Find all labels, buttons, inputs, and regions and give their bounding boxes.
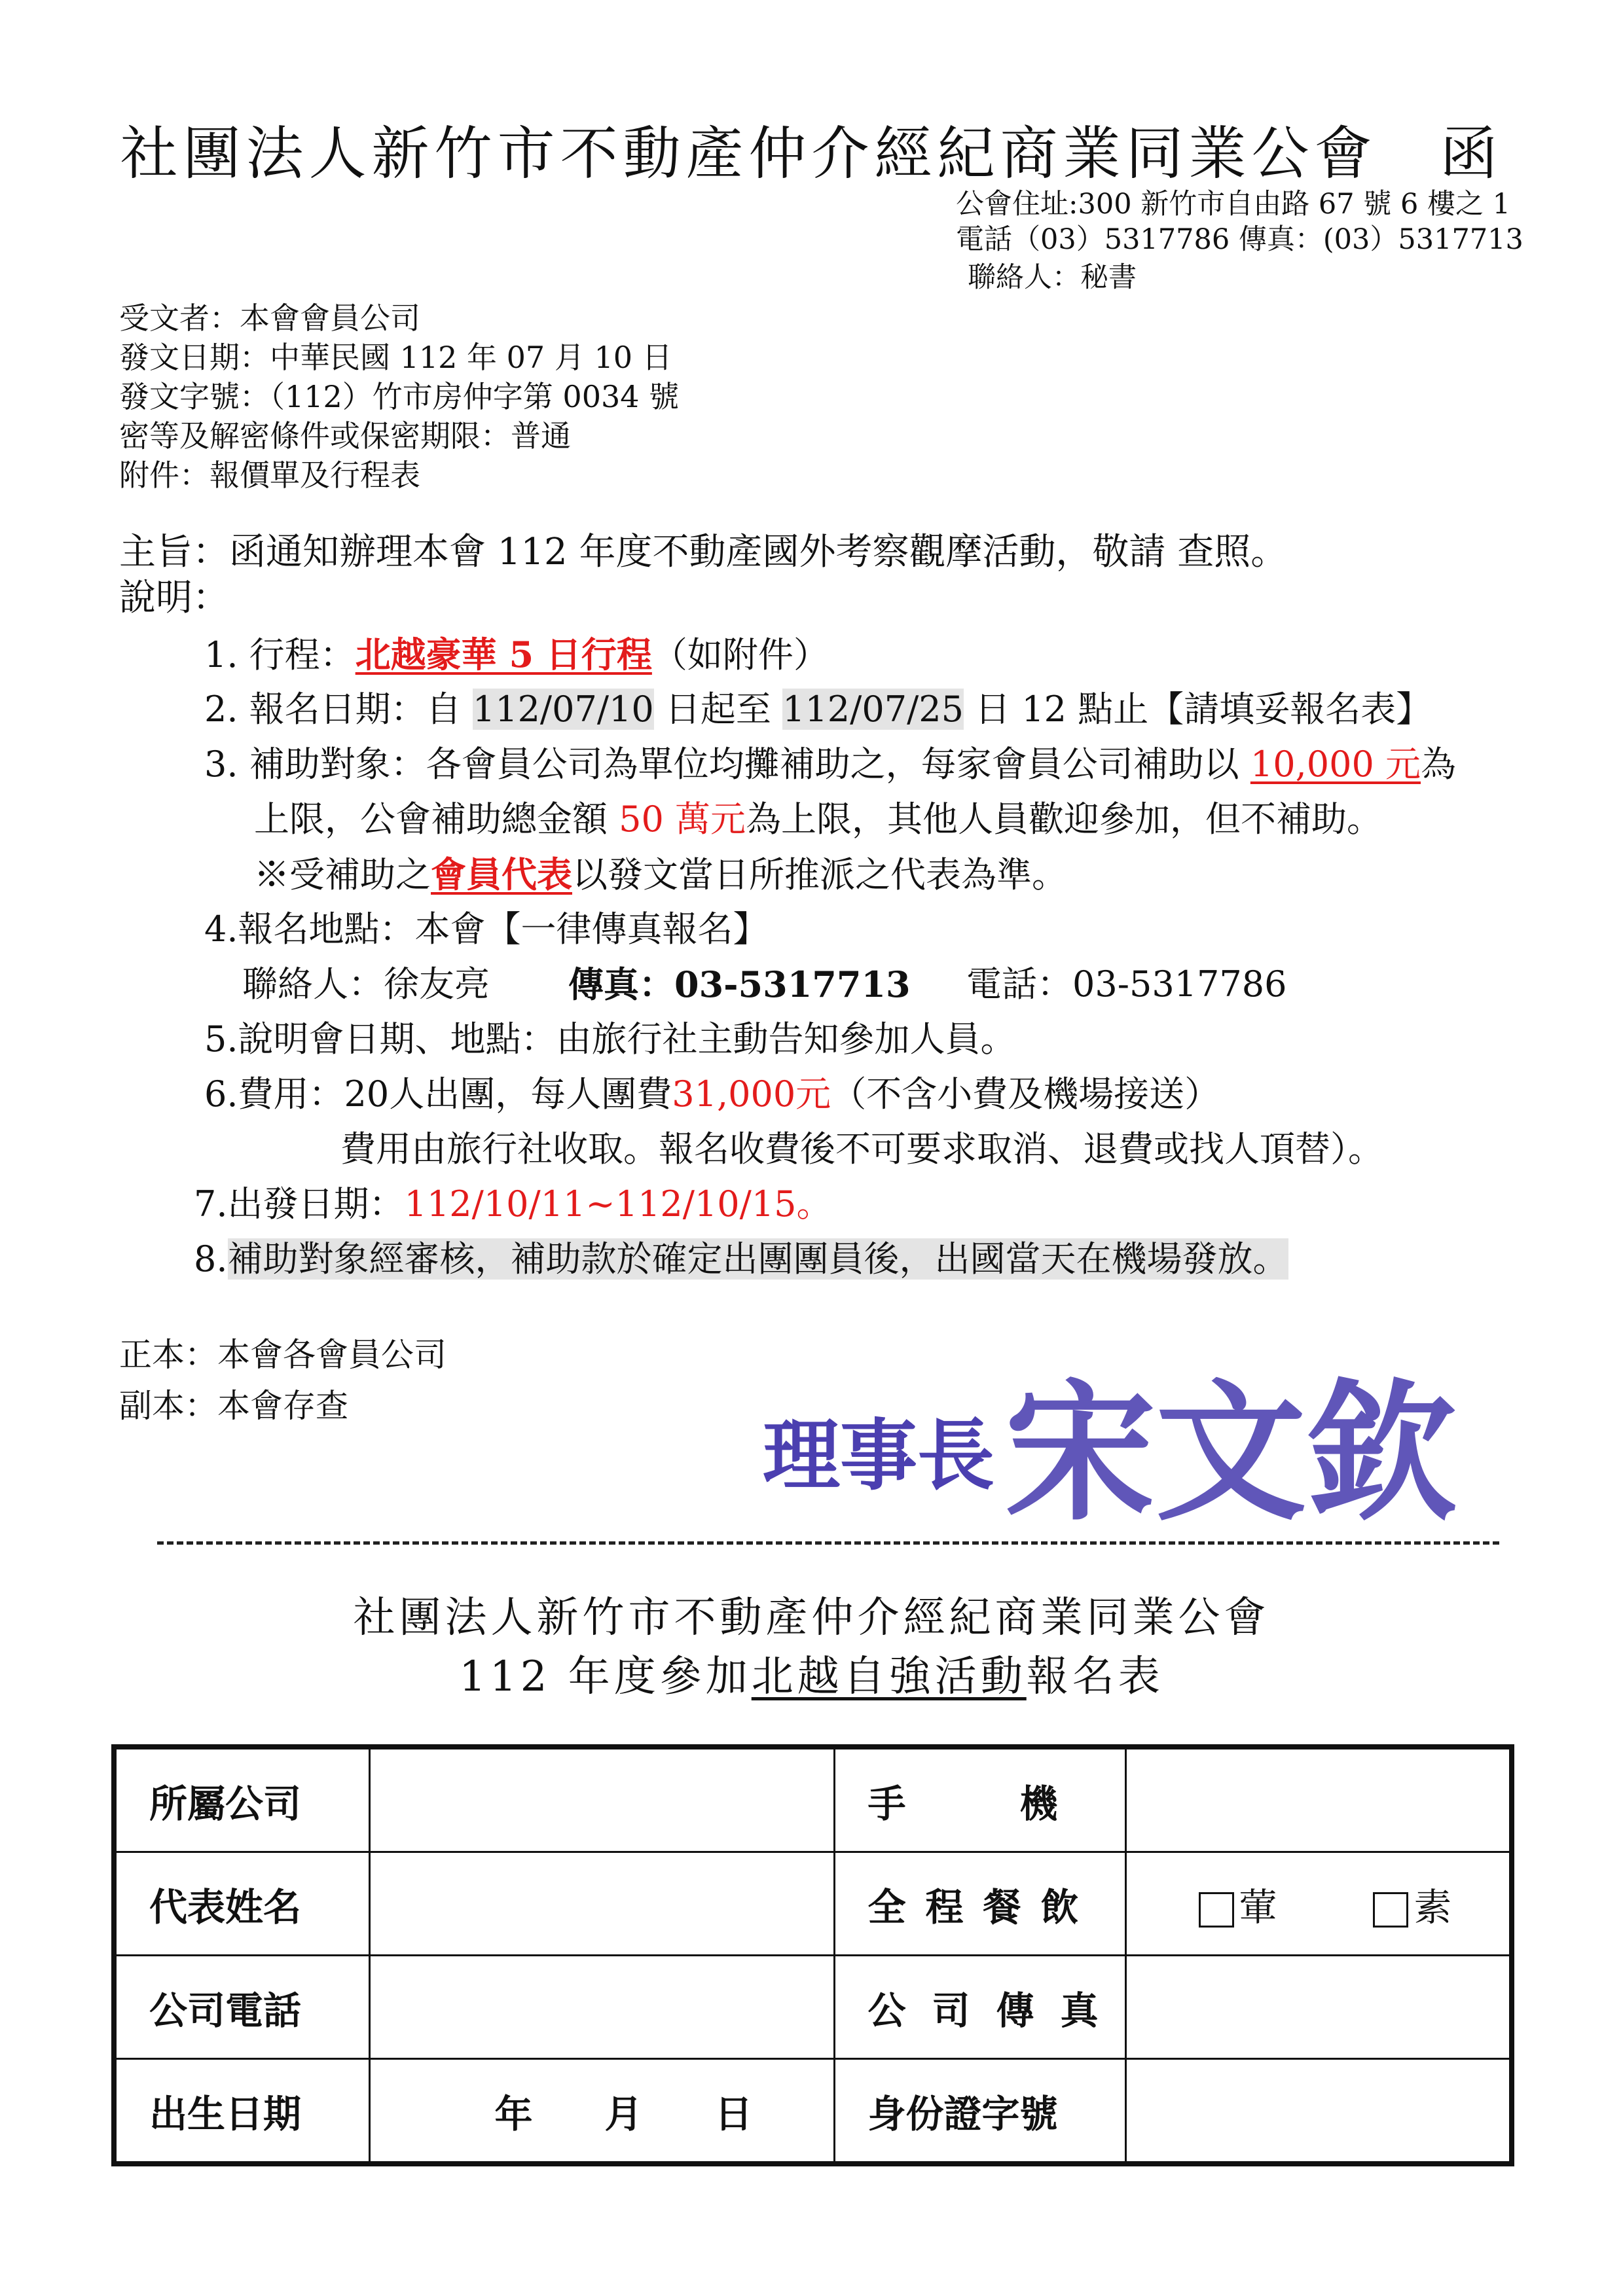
item-4-fax: 傳真：03-5317713	[568, 963, 911, 1005]
cut-line	[157, 1541, 1499, 1545]
meat-label: 葷	[1239, 1884, 1277, 1929]
field-company[interactable]	[369, 1747, 834, 1852]
association-address: 公會住址:300 新竹市自由路 67 號 6 樓之 1	[956, 188, 1511, 221]
form-title-year: 112 年度參加	[459, 1653, 752, 1701]
item-8	[194, 1232, 1288, 1287]
field-company-phone[interactable]	[369, 1956, 834, 2059]
item-3-suffix: 為	[1420, 744, 1456, 785]
issue-date: 發文日期：中華民國 112 年 07 月 10 日	[119, 340, 672, 375]
form-row-birthday	[114, 2059, 1512, 2164]
item-3-line-2-a: 上限，公會補助總金額	[254, 798, 619, 840]
item-3-note-a: ※受補助之	[254, 854, 431, 895]
label-company-phone: 公司電話	[114, 1956, 369, 2059]
birthday-year: 年	[494, 2091, 533, 2136]
item-2-start-date: 112/07/10	[472, 689, 654, 730]
field-rep-name[interactable]	[369, 1852, 834, 1956]
item-8-text: 補助對象經審核，補助款於確定出團團員後，出國當天在機場發放。	[227, 1238, 1288, 1280]
explanation-label: 說明：	[119, 577, 229, 619]
label-rep-name: 代表姓名	[114, 1852, 369, 1956]
item-2-to: 日起至	[653, 689, 783, 730]
vegetarian-checkbox[interactable]	[1373, 1892, 1408, 1928]
form-row-phone	[114, 1956, 1512, 2059]
item-4-contact: 聯絡人：徐友亮	[242, 963, 490, 1005]
association-contact: 聯絡人：秘書	[968, 261, 1137, 294]
document-number: 發文字號：（112）竹市房仲字第 0034 號	[119, 379, 680, 414]
attachment: 附件：報價單及行程表	[119, 457, 420, 493]
item-1-prefix: 1. 行程：	[204, 634, 356, 675]
item-3-line-2-b: 為上限，其他人員歡迎參加，但不補助。	[746, 798, 1383, 840]
item-6-line-2: 費用由旅行社收取。報名收費後不可要求取消、退費或找人頂替）。	[340, 1128, 1383, 1170]
field-birthday[interactable]	[369, 2059, 834, 2164]
registration-form	[111, 1744, 1514, 2166]
item-2	[204, 682, 1431, 737]
item-3-total: 50 萬元	[619, 798, 746, 840]
subject: 主旨：函通知辦理本會 112 年度不動產國外考察觀摩活動，敬請 查照。	[119, 531, 1288, 573]
item-1-suffix: （如附件）	[651, 634, 829, 675]
item-6-label: 6.費用：20人出團，每人團費	[204, 1073, 672, 1115]
item-3-text: 3. 補助對象：各會員公司為單位均攤補助之，每家會員公司補助以	[204, 744, 1250, 785]
recipient: 受文者：本會會員公司	[119, 300, 420, 336]
item-7	[194, 1177, 832, 1232]
label-company-fax: 公司傳真	[834, 1956, 1125, 2059]
item-2-end-date: 112/07/25	[782, 689, 964, 730]
security-level: 密等及解密條件或保密期限：普通	[119, 418, 571, 454]
form-title-line-2	[0, 1643, 1623, 1703]
carbon-copy: 副本：本會存查	[119, 1387, 348, 1425]
chairman-signature-stamp	[763, 1342, 1463, 1532]
item-6-note: （不含小費及機場接送）	[831, 1073, 1220, 1115]
birthday-day: 日	[714, 2091, 753, 2136]
item-5: 5.說明會日期、地點：由旅行社主動告知參加人員。	[204, 1018, 1016, 1060]
item-1-itinerary: 北越豪華 5 日行程	[355, 634, 652, 675]
birthday-month: 月	[604, 2091, 643, 2136]
item-3-note	[254, 847, 1067, 903]
form-title-suffix: 報名表	[1026, 1653, 1164, 1701]
meal-options	[1125, 1852, 1512, 1956]
item-3-note-member-rep: 會員代表	[431, 853, 572, 895]
label-meals: 全程餐飲	[834, 1852, 1125, 1956]
item-8-number: 8.	[194, 1238, 228, 1280]
item-1	[204, 627, 829, 683]
label-id-number: 身份證字號	[834, 2059, 1125, 2164]
original-copy: 正本：本會各會員公司	[119, 1336, 447, 1374]
label-company: 所屬公司	[114, 1747, 369, 1852]
item-7-dates: 112/10/11~112/10/15。	[404, 1183, 832, 1225]
stamp-title: 理事長	[763, 1410, 995, 1501]
field-id-number[interactable]	[1125, 2059, 1512, 2164]
item-4: 4.報名地點：本會【一律傳真報名】	[204, 908, 769, 950]
item-7-label: 7.出發日期：	[194, 1183, 405, 1225]
item-6-fee: 31,000元	[672, 1073, 831, 1115]
meat-checkbox[interactable]	[1199, 1892, 1234, 1928]
item-3-note-b: 以發文當日所推派之代表為準。	[572, 854, 1067, 895]
form-row-company	[114, 1747, 1512, 1852]
item-6	[204, 1067, 1220, 1122]
field-company-fax[interactable]	[1125, 1956, 1512, 2059]
label-mobile: 手 機	[834, 1747, 1125, 1852]
label-birthday: 出生日期	[114, 2059, 369, 2164]
item-3-line-2	[254, 792, 1382, 847]
vegetarian-label: 素	[1413, 1884, 1452, 1929]
field-mobile[interactable]	[1125, 1747, 1512, 1852]
association-phone-fax: 電話（03）5317786 傳真：(03）5317713	[956, 223, 1523, 256]
item-2-deadline: 日 12 點止【請填妥報名表】	[963, 689, 1432, 730]
item-3-line-1	[204, 737, 1456, 792]
form-row-rep	[114, 1852, 1512, 1956]
form-title-line-1: 社團法人新竹市不動產仲介經紀商業同業公會	[353, 1594, 1270, 1642]
item-4-phone: 電話：03-5317786	[966, 963, 1287, 1005]
document-title: 社團法人新竹市不動產仲介經紀商業同業公會 函	[120, 120, 1503, 187]
stamp-name: 宋文欽	[1005, 1365, 1457, 1532]
item-2-label: 2. 報名日期：自	[204, 689, 473, 730]
item-3-amount: 10,000 元	[1250, 744, 1421, 785]
form-title-activity: 北越自強活動	[751, 1653, 1027, 1701]
